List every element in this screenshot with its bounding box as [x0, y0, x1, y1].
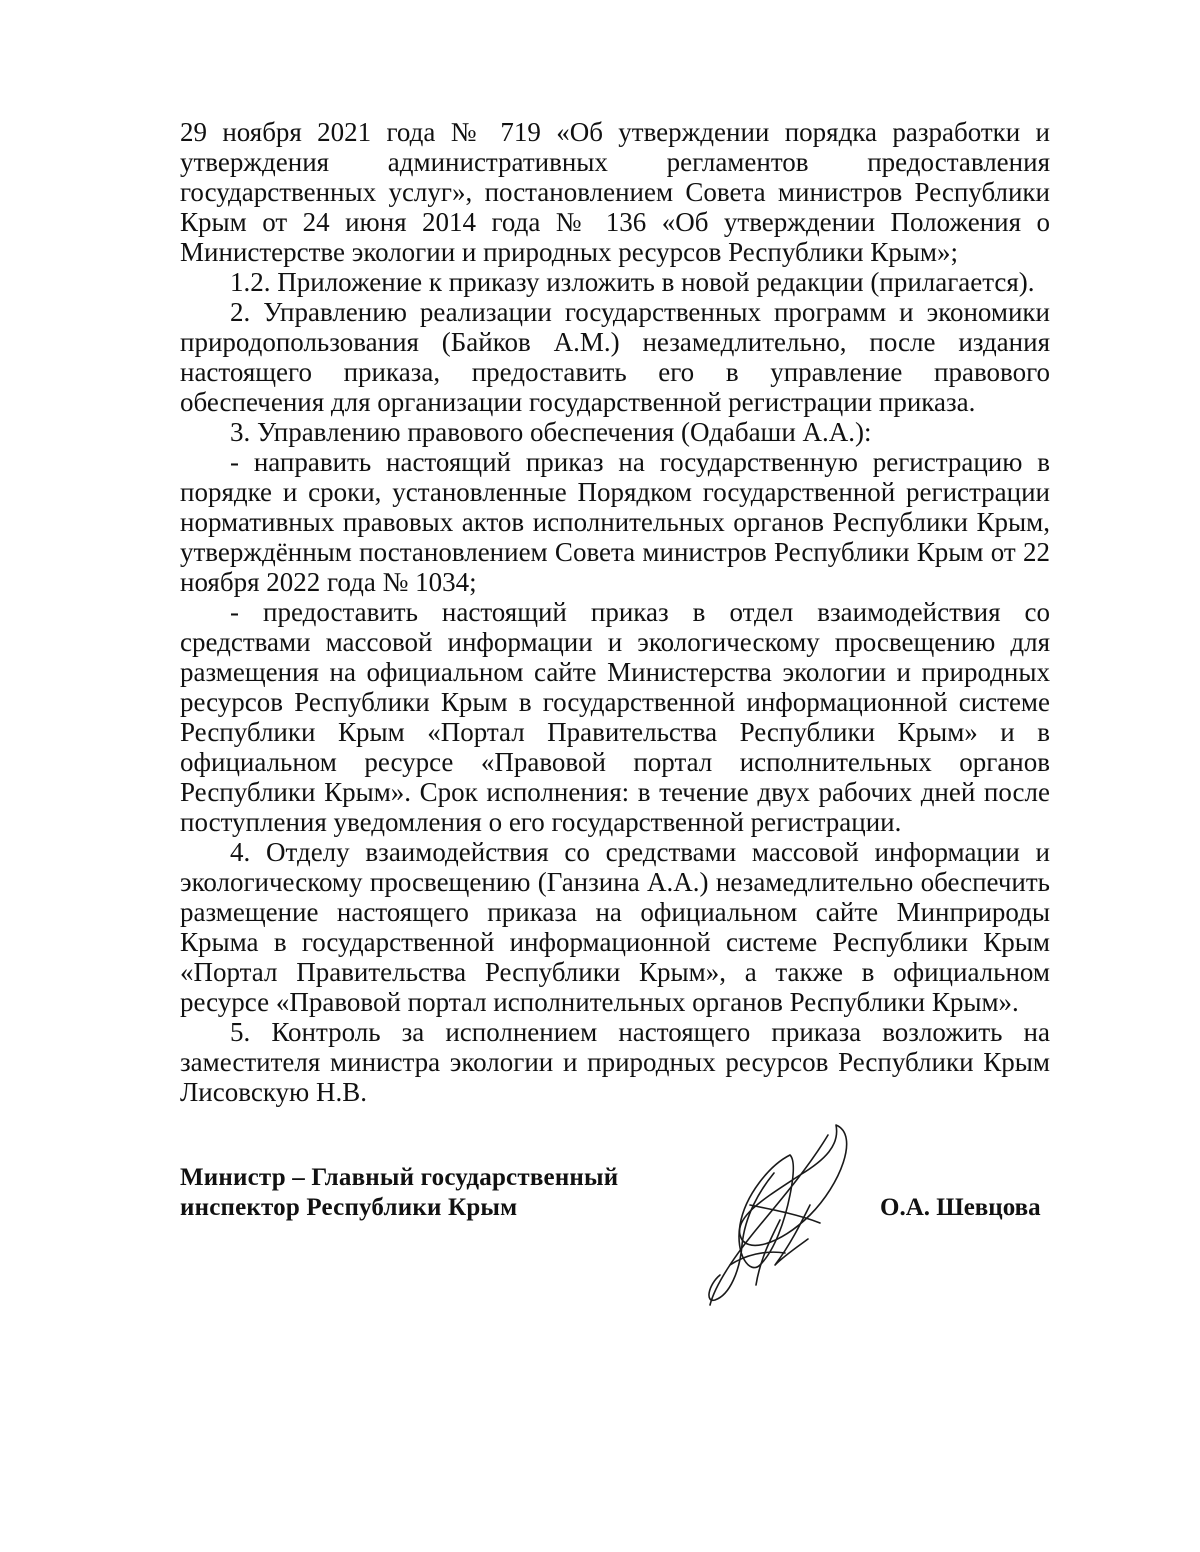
paragraph-item-1-2: 1.2. Приложение к приказу изложить в новой редакции (прилагается).	[230, 267, 1035, 297]
paragraph-item-5: 5. Контроль за исполнением настоящего приказа возложить на заместителя министра экологии и природных ресурсов Республики Крым Лисовскую Н.В.	[180, 1017, 1050, 1107]
paragraph-item-2: 2. Управлению реализации государственных программ и экономики природопользования (Байков А.М.) незамедлительно, после издания настоящего приказа, предоставить его в управление правового обеспечения для организации государственной регистрации приказа.	[180, 297, 1050, 417]
signatory-name: О.А. Шевцова	[880, 1194, 1041, 1221]
paragraph-item-4: 4. Отделу взаимодействия со средствами массовой информации и экологическому просвещению (Ганзина А.А.) незамедлительно обеспечить размещение настоящего приказа на официальном сайте Минприроды Крыма в государственной информационной системе Республики Крым «Портал Правительства Республики Крым», а также в официальном ресурсе «Правовой портал исполнительных органов Республики Крым».	[180, 837, 1050, 1017]
signatory-title-line-2: инспектор Республики Крым	[180, 1194, 518, 1221]
signatory-title-line-1: Министр – Главный государственный	[180, 1164, 619, 1191]
paragraph-item-3-a: - направить настоящий приказ на государственную регистрацию в порядке и сроки, установленные Порядком государственной регистрации нормативных правовых актов исполнительных органов Республики Крым, утверждённым постановлением Совета министров Республики Крым от 22 ноября 2022 года № 1034;	[180, 447, 1050, 597]
signatory-title	[180, 1163, 618, 1223]
document-body	[180, 117, 1050, 1107]
paragraph-item-3-b: - предоставить настоящий приказ в отдел взаимодействия со средствами массовой информации и экологическому просвещению для размещения на официальном сайте Министерства экологии и природных ресурсов Республики Крым в государственной информационной системе Республики Крым «Портал Правительства Республики Крым» и в официальном ресурсе «Правовой портал исполнительных органов Республики Крым». Срок исполнения: в течение двух рабочих дней после поступления уведомления о его государственной регистрации.	[180, 597, 1050, 837]
handwritten-signature-icon	[690, 1115, 870, 1315]
paragraph-continuation: 29 ноября 2021 года № 719 «Об утверждении порядка разработки и утверждения административных регламентов предоставления государственных услуг», постановлением Совета министров Республики Крым от 24 июня 2014 года № 136 «Об утверждении Положения о Министерстве экологии и природных ресурсов Республики Крым»;	[180, 117, 1050, 267]
paragraph-item-3: 3. Управлению правового обеспечения (Одабаши А.А.):	[230, 417, 872, 447]
